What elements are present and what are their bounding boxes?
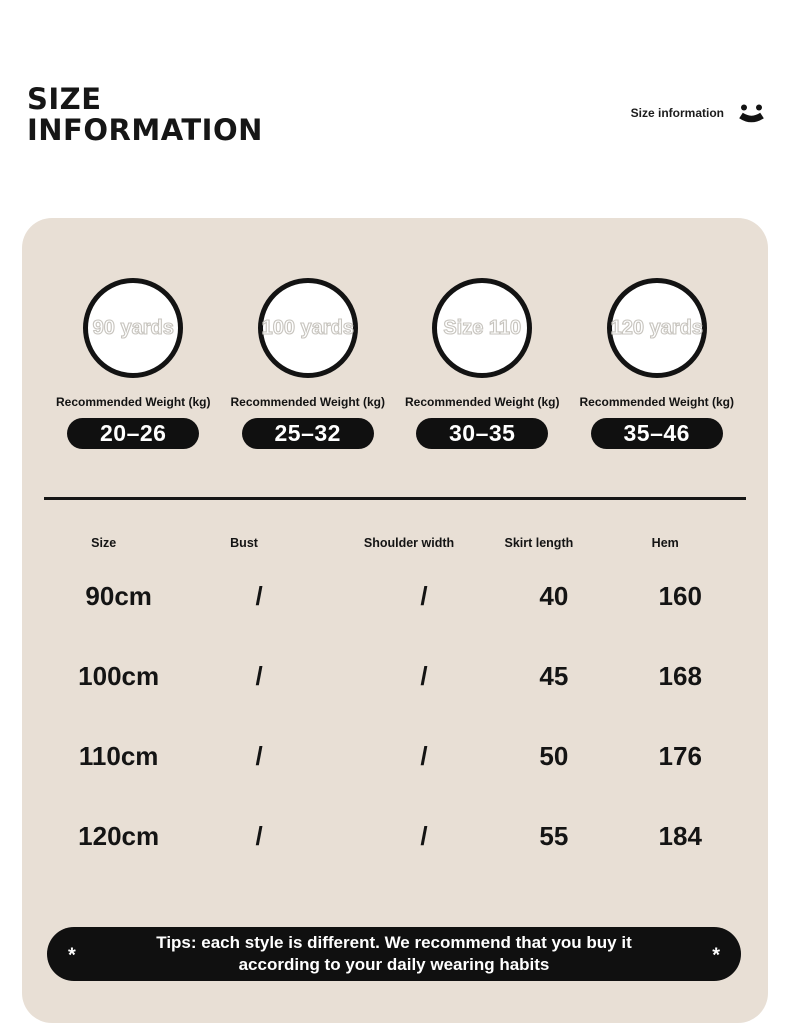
asterisk-decoration-right: * xyxy=(712,944,720,967)
cell-hem: 160 xyxy=(658,580,702,611)
size-circle-label: 90 yards xyxy=(92,316,174,339)
smiley-icon xyxy=(738,101,765,125)
weight-range-pill: 35–46 xyxy=(591,418,723,449)
cell-size: 100cm xyxy=(78,660,160,691)
cell-bust: / xyxy=(255,580,263,611)
page-title xyxy=(27,84,263,146)
cell-hem: 176 xyxy=(658,740,702,771)
size-circle xyxy=(607,278,707,378)
size-circle xyxy=(83,278,183,378)
page-title-line-2: INFORMATION xyxy=(27,113,263,147)
cell-size: 110cm xyxy=(78,740,159,771)
cell-shoulder-width: / xyxy=(420,660,428,691)
cell-size: 120cm xyxy=(78,820,160,851)
size-circle xyxy=(432,278,532,378)
cell-bust: / xyxy=(255,740,263,771)
cell-size: 90cm xyxy=(85,580,152,611)
table-row xyxy=(59,636,761,716)
size-card-90 xyxy=(46,278,221,449)
cell-hem: 184 xyxy=(658,820,702,851)
table-divider xyxy=(44,497,746,500)
size-cards-row xyxy=(22,218,768,449)
size-information-label: Size information xyxy=(630,106,724,120)
cell-bust: / xyxy=(255,820,263,851)
recommended-weight-label: Recommended Weight (kg) xyxy=(230,395,385,409)
size-info-panel xyxy=(22,218,768,1023)
asterisk-decoration-left: * xyxy=(68,944,76,967)
weight-range-pill: 25–32 xyxy=(242,418,374,449)
table-row xyxy=(59,556,761,636)
cell-skirt-length: 55 xyxy=(539,820,569,851)
recommended-weight-label: Recommended Weight (kg) xyxy=(579,395,734,409)
tips-text-line-1: Tips: each style is different. We recommend that you buy it xyxy=(156,933,632,952)
column-header-hem: Hem xyxy=(651,536,679,550)
column-header-size: Size xyxy=(91,536,117,550)
size-circle-label: Size 110 xyxy=(443,316,522,339)
column-header-skirt-length: Skirt length xyxy=(504,536,574,550)
header-right xyxy=(631,101,765,125)
size-circle xyxy=(258,278,358,378)
cell-skirt-length: 45 xyxy=(539,660,569,691)
recommended-weight-label: Recommended Weight (kg) xyxy=(405,395,560,409)
table-row xyxy=(59,796,761,876)
size-table-header xyxy=(44,536,746,551)
cell-hem: 168 xyxy=(658,660,702,691)
column-header-bust: Bust xyxy=(230,536,258,550)
cell-shoulder-width: / xyxy=(420,740,428,771)
table-row xyxy=(59,716,761,796)
cell-skirt-length: 50 xyxy=(539,740,569,771)
tips-banner xyxy=(47,927,741,981)
tips-text-line-2: according to your daily wearing habits xyxy=(238,955,550,974)
cell-shoulder-width: / xyxy=(420,820,428,851)
cell-skirt-length: 40 xyxy=(539,580,569,611)
tips-text xyxy=(156,932,631,976)
size-card-100 xyxy=(221,278,396,449)
page-title-line-1: SIZE xyxy=(27,82,102,116)
size-card-120 xyxy=(570,278,745,449)
weight-range-pill: 30–35 xyxy=(416,418,548,449)
weight-range-pill: 20–26 xyxy=(67,418,199,449)
cell-bust: / xyxy=(255,660,263,691)
size-circle-label: 120 yards xyxy=(610,316,703,339)
column-header-shoulder-width: Shoulder width xyxy=(363,536,455,550)
cell-shoulder-width: / xyxy=(420,580,428,611)
size-card-110 xyxy=(395,278,570,449)
size-table-body xyxy=(22,556,768,876)
recommended-weight-label: Recommended Weight (kg) xyxy=(56,395,211,409)
size-circle-label: 100 yards xyxy=(261,316,354,339)
